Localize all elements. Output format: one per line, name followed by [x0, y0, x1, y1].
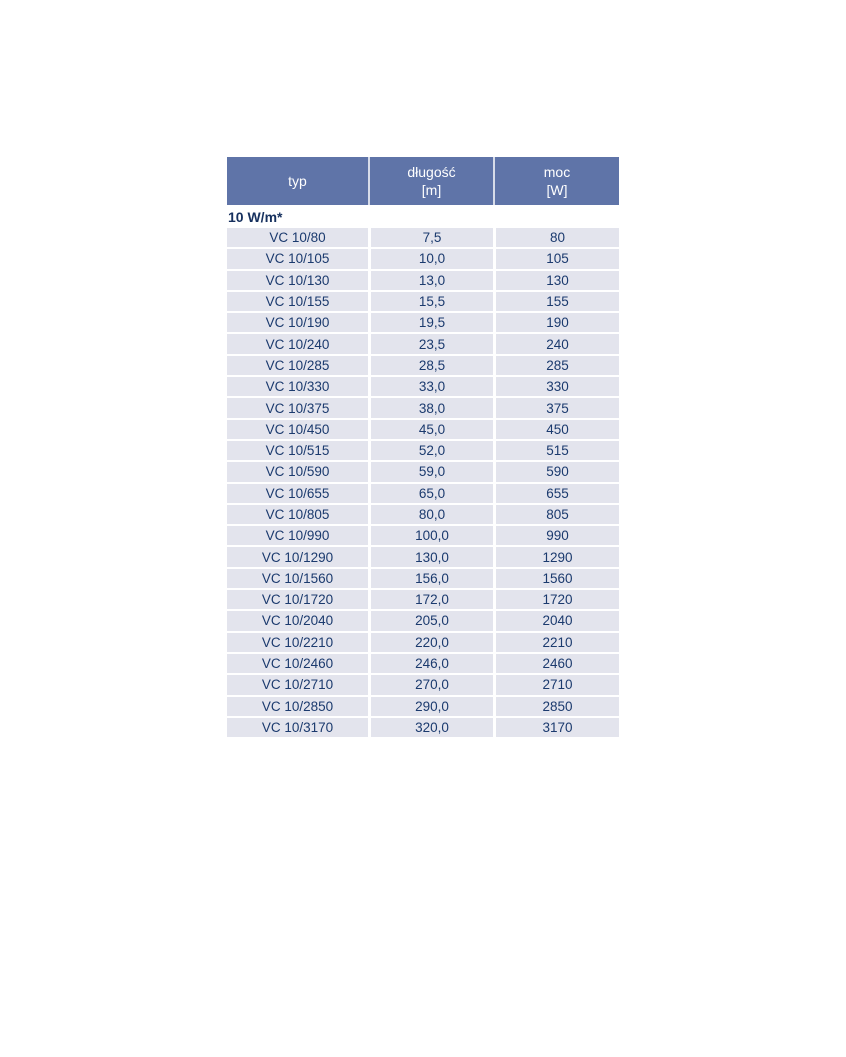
cell-dlugosc: 7,5 [368, 228, 493, 249]
spec-table-container [227, 157, 619, 739]
column-header-label: typ [288, 173, 307, 189]
column-header-dlugosc [368, 157, 493, 205]
column-header-label: długość [407, 164, 456, 180]
cell-dlugosc: 28,5 [368, 356, 493, 377]
spec-table [227, 157, 619, 739]
table-row [227, 334, 619, 355]
table-row [227, 462, 619, 483]
column-header-unit: [W] [546, 182, 568, 198]
cell-typ: VC 10/330 [227, 377, 368, 398]
cell-moc: 240 [493, 334, 619, 355]
cell-typ: VC 10/130 [227, 271, 368, 292]
cell-typ: VC 10/805 [227, 505, 368, 526]
cell-dlugosc: 220,0 [368, 633, 493, 654]
table-row [227, 356, 619, 377]
cell-typ: VC 10/450 [227, 420, 368, 441]
cell-moc: 330 [493, 377, 619, 398]
table-row [227, 505, 619, 526]
column-header-moc [493, 157, 619, 205]
cell-dlugosc: 38,0 [368, 398, 493, 419]
cell-dlugosc: 156,0 [368, 569, 493, 590]
table-row [227, 377, 619, 398]
section-row [227, 205, 619, 228]
cell-dlugosc: 13,0 [368, 271, 493, 292]
table-row [227, 271, 619, 292]
table-row [227, 590, 619, 611]
cell-typ: VC 10/155 [227, 292, 368, 313]
cell-moc: 2210 [493, 633, 619, 654]
cell-typ: VC 10/990 [227, 526, 368, 547]
table-row [227, 228, 619, 249]
cell-moc: 2850 [493, 697, 619, 718]
cell-typ: VC 10/655 [227, 484, 368, 505]
section-label: 10 W/m* [227, 205, 619, 228]
cell-dlugosc: 270,0 [368, 675, 493, 696]
cell-typ: VC 10/1290 [227, 547, 368, 568]
cell-dlugosc: 80,0 [368, 505, 493, 526]
table-row [227, 420, 619, 441]
cell-dlugosc: 205,0 [368, 611, 493, 632]
cell-moc: 375 [493, 398, 619, 419]
cell-moc: 1290 [493, 547, 619, 568]
table-row [227, 292, 619, 313]
cell-typ: VC 10/2710 [227, 675, 368, 696]
table-row [227, 569, 619, 590]
table-row [227, 441, 619, 462]
cell-typ: VC 10/2460 [227, 654, 368, 675]
cell-moc: 80 [493, 228, 619, 249]
cell-dlugosc: 15,5 [368, 292, 493, 313]
header-row [227, 157, 619, 205]
table-row [227, 313, 619, 334]
table-row [227, 611, 619, 632]
cell-dlugosc: 10,0 [368, 249, 493, 270]
cell-moc: 2040 [493, 611, 619, 632]
cell-dlugosc: 100,0 [368, 526, 493, 547]
table-row [227, 718, 619, 739]
table-row [227, 398, 619, 419]
table-row [227, 633, 619, 654]
cell-moc: 805 [493, 505, 619, 526]
cell-moc: 130 [493, 271, 619, 292]
table-row [227, 249, 619, 270]
cell-dlugosc: 172,0 [368, 590, 493, 611]
cell-moc: 590 [493, 462, 619, 483]
cell-moc: 3170 [493, 718, 619, 739]
cell-dlugosc: 33,0 [368, 377, 493, 398]
cell-dlugosc: 65,0 [368, 484, 493, 505]
cell-typ: VC 10/240 [227, 334, 368, 355]
table-row [227, 654, 619, 675]
column-header-unit: [m] [421, 182, 442, 198]
cell-typ: VC 10/2850 [227, 697, 368, 718]
table-row [227, 547, 619, 568]
cell-dlugosc: 23,5 [368, 334, 493, 355]
cell-moc: 450 [493, 420, 619, 441]
table-row [227, 675, 619, 696]
cell-moc: 285 [493, 356, 619, 377]
cell-typ: VC 10/1720 [227, 590, 368, 611]
column-header-label: moc [543, 164, 571, 180]
cell-moc: 190 [493, 313, 619, 334]
table-row [227, 526, 619, 547]
cell-dlugosc: 130,0 [368, 547, 493, 568]
cell-typ: VC 10/105 [227, 249, 368, 270]
table-row [227, 484, 619, 505]
cell-typ: VC 10/190 [227, 313, 368, 334]
cell-moc: 1720 [493, 590, 619, 611]
cell-moc: 155 [493, 292, 619, 313]
table-header [227, 157, 619, 205]
cell-typ: VC 10/590 [227, 462, 368, 483]
cell-moc: 105 [493, 249, 619, 270]
cell-dlugosc: 52,0 [368, 441, 493, 462]
cell-moc: 2710 [493, 675, 619, 696]
cell-typ: VC 10/515 [227, 441, 368, 462]
cell-typ: VC 10/285 [227, 356, 368, 377]
cell-typ: VC 10/2210 [227, 633, 368, 654]
cell-dlugosc: 45,0 [368, 420, 493, 441]
cell-moc: 2460 [493, 654, 619, 675]
cell-moc: 655 [493, 484, 619, 505]
table-body [227, 205, 619, 739]
cell-typ: VC 10/3170 [227, 718, 368, 739]
cell-moc: 515 [493, 441, 619, 462]
cell-typ: VC 10/1560 [227, 569, 368, 590]
cell-dlugosc: 246,0 [368, 654, 493, 675]
cell-dlugosc: 290,0 [368, 697, 493, 718]
cell-typ: VC 10/375 [227, 398, 368, 419]
table-row [227, 697, 619, 718]
cell-dlugosc: 19,5 [368, 313, 493, 334]
cell-typ: VC 10/80 [227, 228, 368, 249]
cell-moc: 990 [493, 526, 619, 547]
cell-moc: 1560 [493, 569, 619, 590]
cell-typ: VC 10/2040 [227, 611, 368, 632]
cell-dlugosc: 59,0 [368, 462, 493, 483]
column-header-typ [227, 157, 368, 205]
cell-dlugosc: 320,0 [368, 718, 493, 739]
